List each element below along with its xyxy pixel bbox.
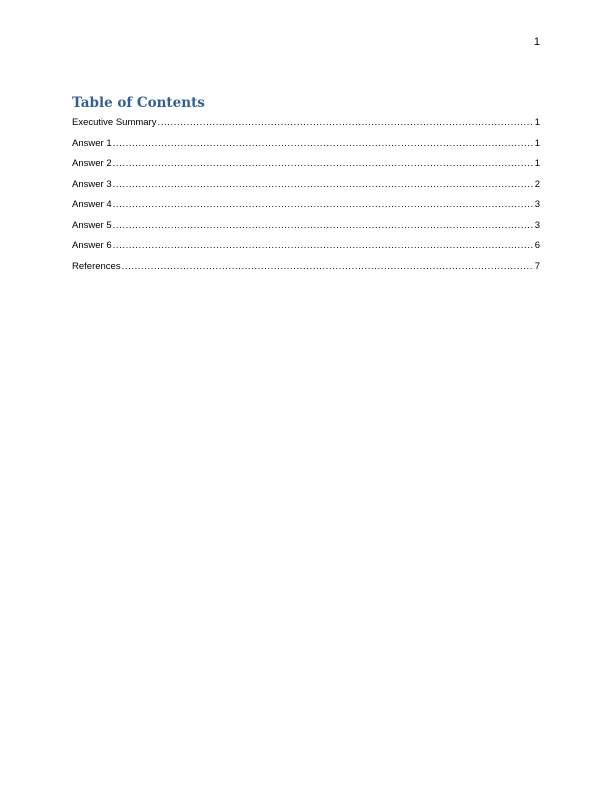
toc-entry-label: Answer 1 <box>72 137 112 149</box>
toc-dot-leader <box>113 220 534 232</box>
toc-dot-leader <box>122 261 534 273</box>
toc-entry-page: 3 <box>534 219 540 231</box>
toc-entry-label: References <box>72 260 121 272</box>
toc-entry-page: 6 <box>534 240 540 251</box>
toc-title: Table of Contents <box>72 95 205 111</box>
toc-dot-leader <box>113 138 534 150</box>
toc-dot-leader <box>157 117 533 129</box>
toc-entry-page: 2 <box>534 178 540 190</box>
toc-entry-page: 7 <box>534 260 540 272</box>
toc-entry-answer-3[interactable] <box>72 170 540 191</box>
toc-entry-label: Answer 2 <box>72 158 112 169</box>
toc-entry-label: Answer 4 <box>72 199 112 210</box>
toc-dot-leader <box>113 158 534 170</box>
toc-entry-label: Answer 5 <box>72 219 112 231</box>
page-number: 1 <box>533 36 540 48</box>
toc-entry-executive-summary[interactable] <box>72 115 540 129</box>
toc-entry-label: Executive Summary <box>72 117 157 128</box>
toc-entry-answer-6[interactable] <box>72 232 540 253</box>
toc-list <box>72 115 540 273</box>
toc-dot-leader <box>113 240 534 252</box>
toc-dot-leader <box>113 179 534 191</box>
toc-entry-page: 1 <box>534 137 540 149</box>
toc-dot-leader <box>113 199 534 211</box>
toc-entry-answer-2[interactable] <box>72 150 540 171</box>
toc-entry-references[interactable] <box>72 252 540 273</box>
table-of-contents <box>72 94 540 273</box>
toc-entry-answer-1[interactable] <box>72 129 540 150</box>
toc-entry-answer-4[interactable] <box>72 191 540 212</box>
toc-entry-label: Answer 6 <box>72 240 112 251</box>
toc-entry-page: 3 <box>534 199 540 210</box>
toc-entry-label: Answer 3 <box>72 178 112 190</box>
toc-entry-page: 1 <box>534 158 540 169</box>
toc-entry-answer-5[interactable] <box>72 211 540 232</box>
toc-entry-page: 1 <box>534 117 540 128</box>
